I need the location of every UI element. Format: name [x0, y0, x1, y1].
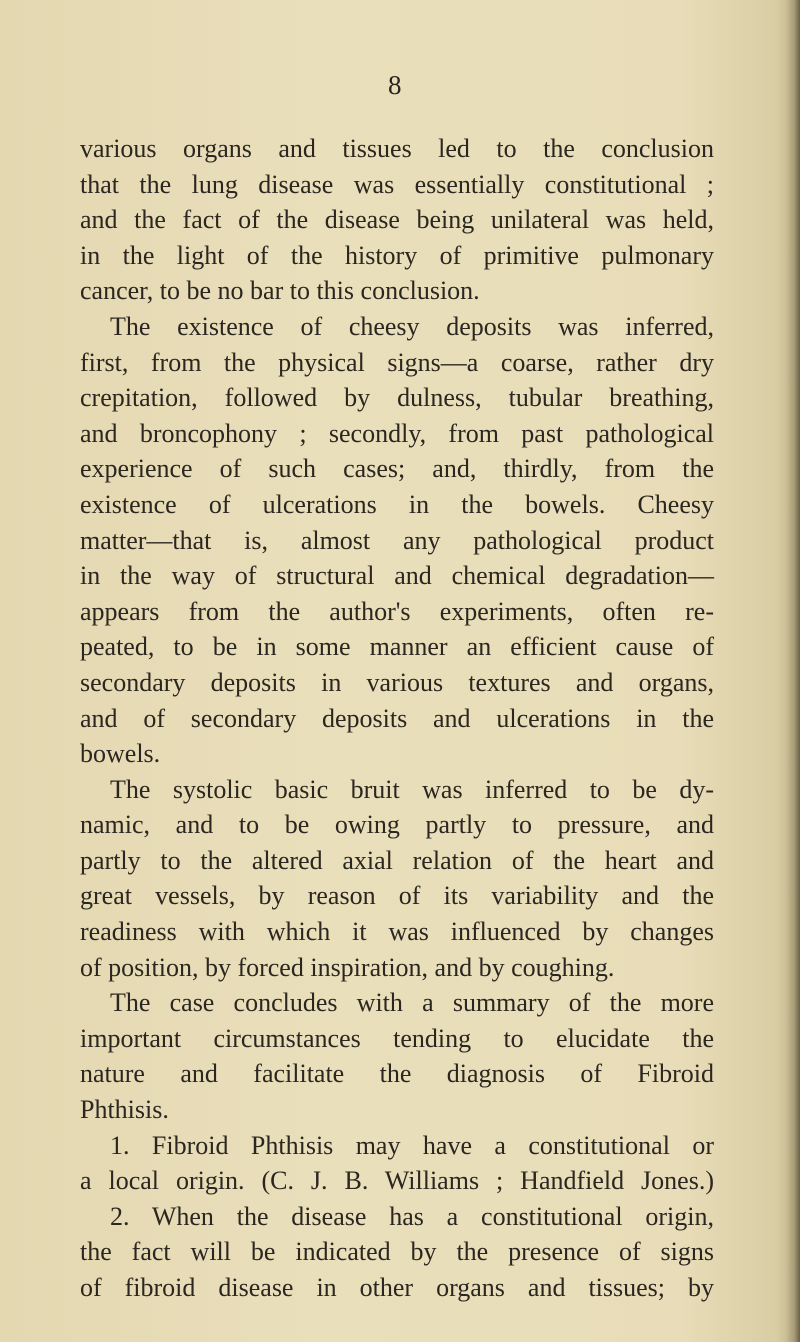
text-line: partly to the altered axial relation of the heart and [80, 845, 714, 875]
text-line: various organs and tissues led to the conclusion [80, 134, 714, 163]
text-line: crepitation, followed by dulness, tubular breathing, [80, 383, 714, 413]
text-line: the fact will be indicated by the presence of signs [80, 1237, 714, 1267]
text-line: 2. When the disease has a constitutional origin, [110, 1201, 714, 1231]
text-line: of fibroid disease in other organs and tissues; by [80, 1273, 714, 1302]
text-line: bowels. [80, 739, 161, 769]
text-line: Phthisis. [80, 1095, 169, 1125]
text-line: that the lung disease was essentially constitutional ; [80, 169, 714, 199]
text-line: namic, and to be owing partly to pressure, and [80, 810, 714, 840]
text-line: experience of such cases; and, thirdly, from the [80, 454, 714, 484]
text-line: and the fact of the disease being unilateral was held, [80, 205, 714, 235]
text-line: and broncophony ; secondly, from past pathological [80, 418, 714, 448]
text-line: a local origin. (C. J. B. Williams ; Handfield Jones.) [80, 1166, 714, 1196]
body-text [80, 131, 714, 1306]
text-line: matter—that is, almost any pathological product [80, 525, 714, 555]
text-line: readiness with which it was influenced by changes [80, 917, 714, 947]
text-line: 1. Fibroid Phthisis may have a constitutional or [110, 1130, 714, 1160]
text-line: existence of ulcerations in the bowels. Cheesy [80, 489, 714, 519]
text-line: in the light of the history of primitive pulmonary [80, 240, 714, 270]
text-line: in the way of structural and chemical degradation— [80, 561, 714, 591]
text-line: and of secondary deposits and ulcerations in the [80, 703, 714, 733]
page-number: 8 [388, 70, 402, 100]
text-line: of position, by forced inspiration, and by coughing. [80, 952, 615, 982]
text-line: The case concludes with a summary of the more [110, 988, 714, 1018]
text-line: important circumstances tending to elucidate the [80, 1023, 714, 1053]
text-line: secondary deposits in various textures and organs, [80, 667, 714, 697]
text-line: peated, to be in some manner an efficient cause of [80, 632, 714, 662]
text-line: great vessels, by reason of its variability and the [80, 881, 714, 911]
text-line: first, from the physical signs—a coarse, rather dry [80, 347, 714, 377]
text-line: nature and facilitate the diagnosis of Fibroid [80, 1059, 714, 1089]
text-line: appears from the author's experiments, often re- [80, 596, 714, 626]
text-line: The systolic basic bruit was inferred to be dy- [110, 774, 714, 804]
page-edge-shadow [786, 0, 800, 1342]
text-line: cancer, to be no bar to this conclusion. [80, 276, 480, 306]
text-line: The existence of cheesy deposits was inferred, [110, 311, 714, 341]
